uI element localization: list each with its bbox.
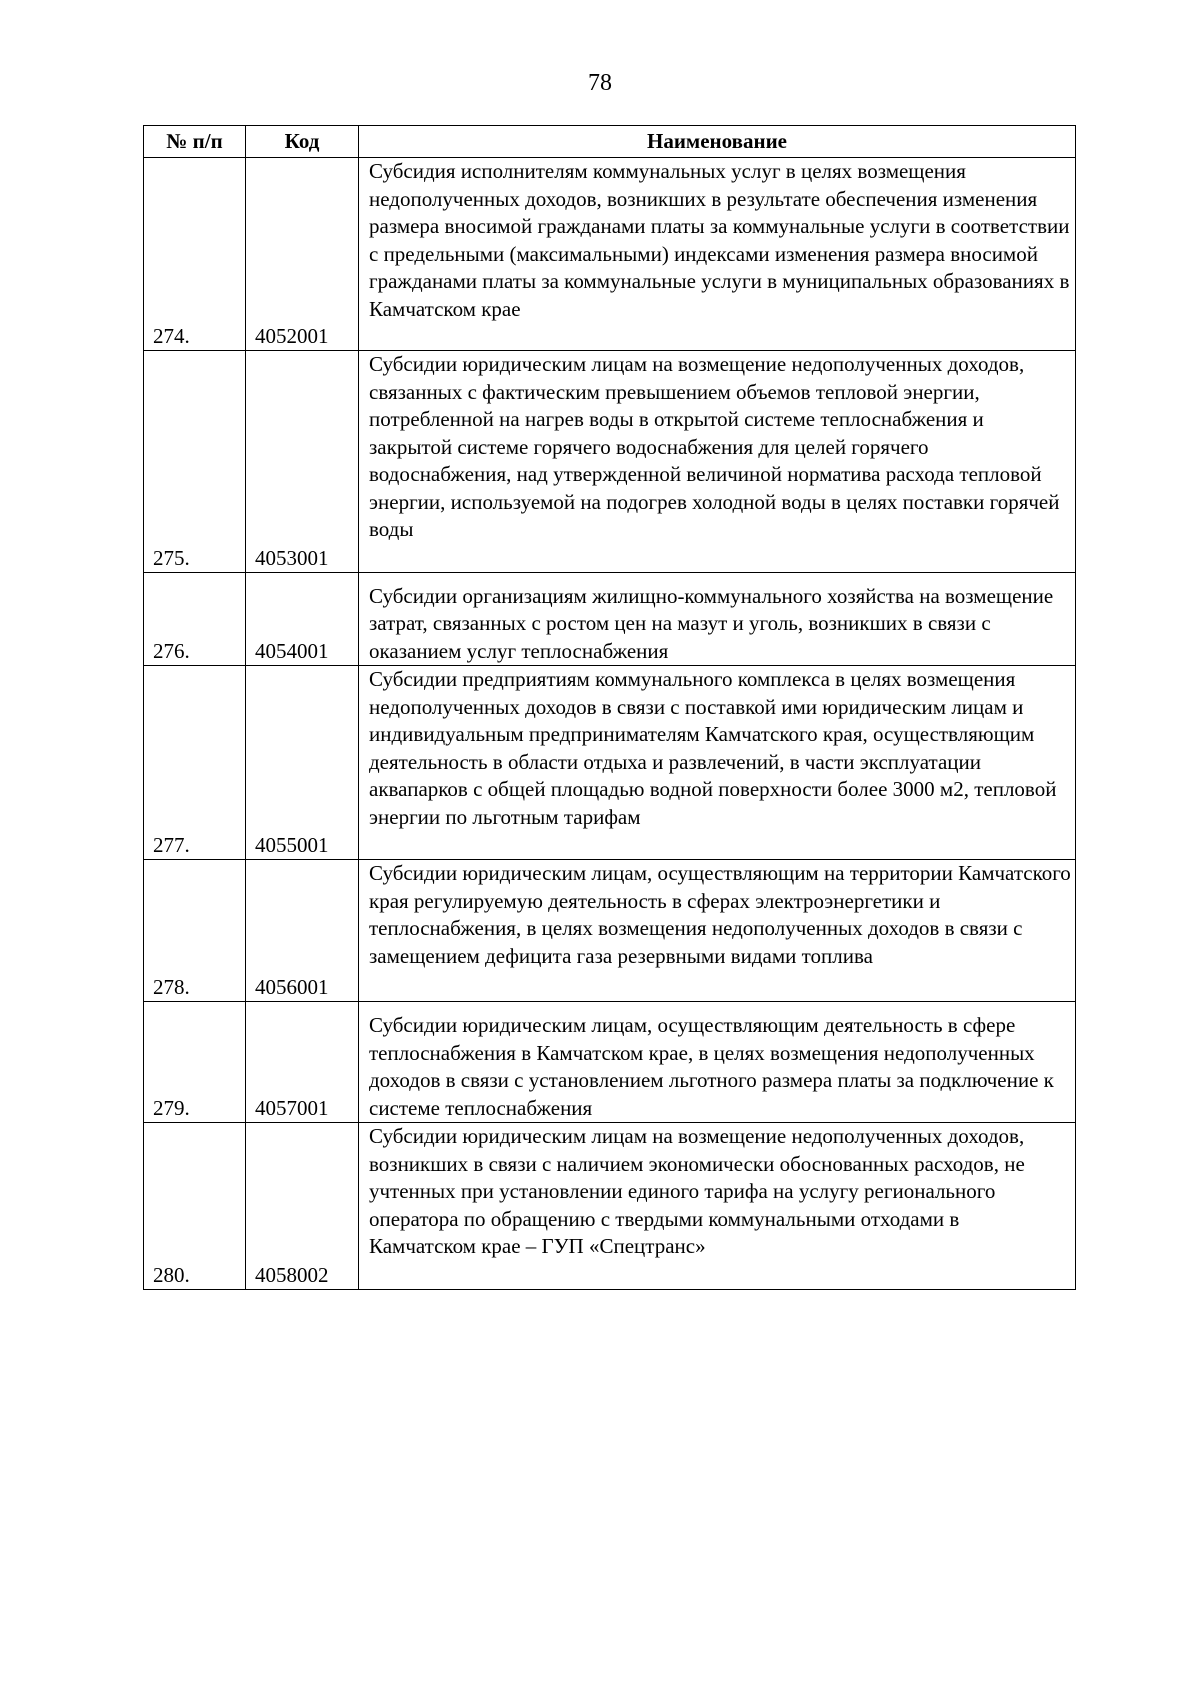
row-name: Субсидии юридическим лицам, осуществляющим на территории Камчатского края регулируемую деятельность в сферах электроэнергетики и теплоснабжения, в целях возмещения недополученных доходов в связи с замещением дефицита газа резервными видами топлива (359, 860, 1076, 1002)
column-header-number: № п/п (144, 126, 246, 158)
page-number: 78 (588, 70, 612, 96)
row-code: 4054001 (246, 573, 359, 666)
row-name: Субсидии предприятиям коммунального комплекса в целях возмещения недополученных доходов в связи с поставкой ими юридическим лицам и индивидуальным предпринимателям Камчатского края, осуществляющим деятельность в области отдыха и развлечений, в части эксплуатации аквапарков с общей площадью водной поверхности более 3000 м2, тепловой энергии по льготным тарифам (359, 666, 1076, 860)
row-code: 4053001 (246, 351, 359, 573)
row-number: 275. (144, 351, 246, 573)
table-row (144, 1002, 1076, 1123)
table-row (144, 158, 1076, 351)
column-header-name: Наименование (359, 126, 1076, 158)
table-row (144, 1123, 1076, 1290)
table-row (144, 860, 1076, 1002)
table-row (144, 573, 1076, 666)
row-number: 279. (144, 1002, 246, 1123)
row-number: 278. (144, 860, 246, 1002)
row-name: Субсидии юридическим лицам на возмещение недополученных доходов, связанных с фактическим превышением объемов тепловой энергии, потребленной на нагрев воды в открытой системе теплоснабжения и закрытой системе горячего водоснабжения для целей горячего водоснабжения, над утвержденной величиной норматива расхода тепловой энергии, используемой на подогрев холодной воды в целях поставки горячей воды (359, 351, 1076, 573)
row-code: 4056001 (246, 860, 359, 1002)
row-code: 4058002 (246, 1123, 359, 1290)
row-code: 4057001 (246, 1002, 359, 1123)
row-name: Субсидия исполнителям коммунальных услуг в целях возмещения недополученных доходов, возникших в результате обеспечения изменения размера вносимой гражданами платы за коммунальные услуги в соответствии с предельными (максимальными) индексами изменения размера вносимой гражданами платы за коммунальные услуги в муниципальных образованиях в Камчатском крае (359, 158, 1076, 351)
table-header-row (144, 126, 1076, 158)
row-number: 276. (144, 573, 246, 666)
row-name: Субсидии юридическим лицам на возмещение недополученных доходов, возникших в связи с наличием экономически обоснованных расходов, не учтенных при установлении единого тарифа на услугу регионального оператора по обращению с твердыми коммунальными отходами в Камчатском крае – ГУП «Спецтранс» (359, 1123, 1076, 1290)
table-row (144, 666, 1076, 860)
column-header-code: Код (246, 126, 359, 158)
row-name: Субсидии организациям жилищно-коммунального хозяйства на возмещение затрат, связанных с ростом цен на мазут и уголь, возникших в связи с оказанием услуг теплоснабжения (359, 573, 1076, 666)
row-code: 4055001 (246, 666, 359, 860)
row-name: Субсидии юридическим лицам, осуществляющим деятельность в сфере теплоснабжения в Камчатском крае, в целях возмещения недополученных доходов в связи с установлением льготного размера платы за подключение к системе теплоснабжения (359, 1002, 1076, 1123)
row-number: 280. (144, 1123, 246, 1290)
row-number: 274. (144, 158, 246, 351)
budget-code-table (143, 125, 1076, 1290)
row-number: 277. (144, 666, 246, 860)
table-row (144, 351, 1076, 573)
row-code: 4052001 (246, 158, 359, 351)
